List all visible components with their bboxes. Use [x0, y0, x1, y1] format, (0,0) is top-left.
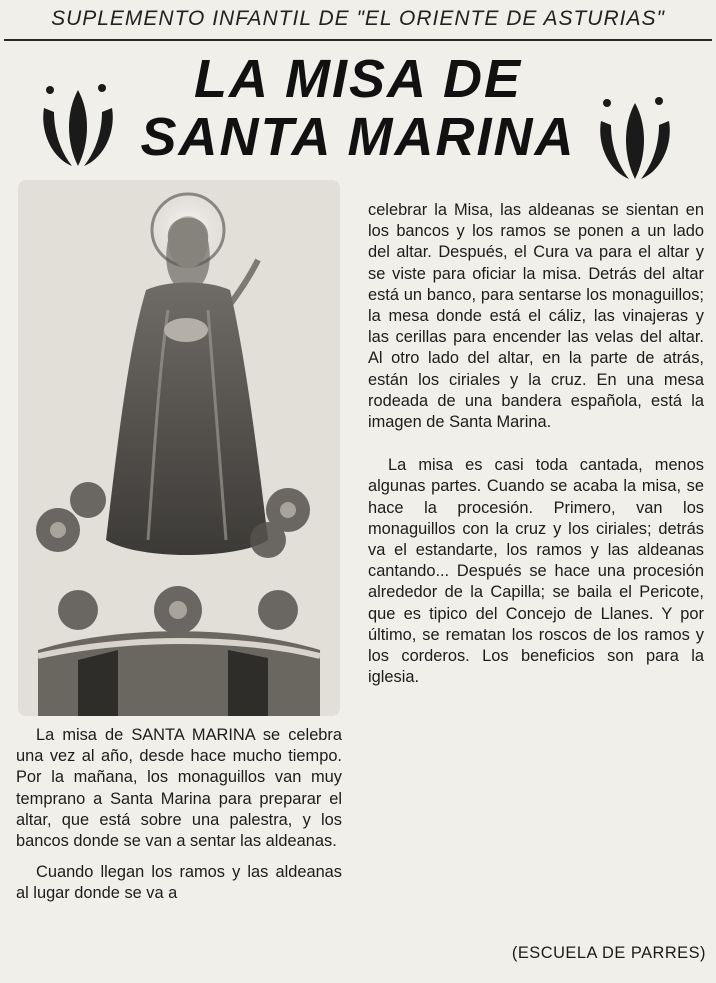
- title-line-2: SANTA MARINA: [140, 107, 576, 167]
- article-right-column: [368, 200, 704, 688]
- signature: (ESCUELA DE PARRES): [511, 944, 706, 962]
- paragraph-left-1: La misa de SANTA MARINA se celebra una vez al año, desde hace mucho tiempo. Por la mañana, los monaguillos van muy temprano a Santa Marina para preparar el altar, que está sobre una palestra, y los bancos donde se van a sentar las aldeanas.: [16, 726, 342, 851]
- paragraph-left-2: Cuando llegan los ramos y las aldeanas al lugar donde se va a: [16, 863, 342, 903]
- paragraph-right-1: celebrar la Misa, las aldeanas se sientan en los bancos y los ramos se ponen a un lado del altar. Después, el Cura va para el altar y se viste para oficiar la misa. Detrás del altar está un banco, para sentarse los monaguillos; la mesa donde está el cáliz, las vinajeras y las cerillas para encender las velas del altar. Al otro lado del altar, en la parte de atrás, están los ciriales y la cruz. En una mesa rodeada de una bandera española, está la imagen de Santa Marina.: [368, 201, 704, 432]
- paragraph-right-2: La misa es casi toda cantada, menos algunas partes. Cuando se acaba la misa, se hace la procesión. Primero, van los monaguillos con la cruz y los ciriales; detrás va el estandarte, los ramos y las aldeanas cantando... Después se hace una procesión alrededor de la Capilla; se baila el Pericote, que es tipico del Concejo de Llanes. Y por último, se rematan los roscos de los ramos y los corderos. Los beneficios son para la iglesia.: [368, 456, 704, 687]
- title-line-1: LA MISA DE: [194, 49, 522, 109]
- article-left-column: [16, 725, 342, 905]
- supplement-title: SUPLEMENTO INFANTIL DE "EL ORIENTE DE ASTURIAS": [51, 7, 665, 30]
- santa-marina-image: [18, 180, 340, 716]
- supplement-header: [0, 0, 716, 40]
- article-title: [120, 50, 596, 166]
- tulip-ornament-icon: [595, 95, 675, 185]
- tulip-ornament-icon: [38, 82, 118, 172]
- header-rule: [4, 39, 712, 41]
